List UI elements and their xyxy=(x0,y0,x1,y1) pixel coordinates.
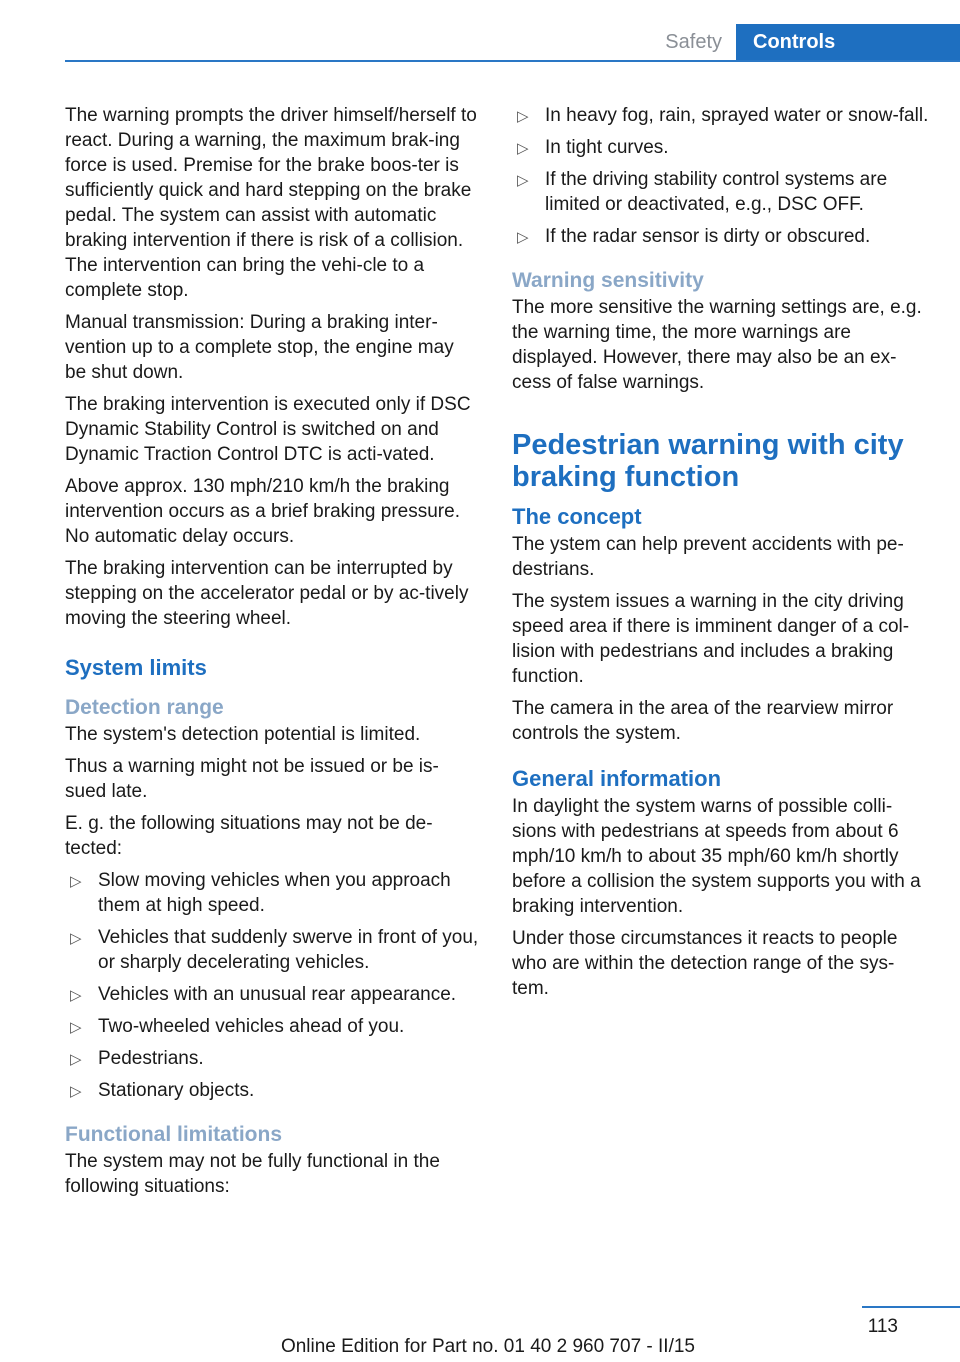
tab-controls[interactable]: Controls xyxy=(736,24,960,60)
paragraph: The camera in the area of the rearview mirror controls the system. xyxy=(512,698,894,744)
heading-functional-limitations: Functional limitations xyxy=(65,1123,283,1146)
bullet-triangle-icon: ▷ xyxy=(70,930,82,947)
edition-note: Online Edition for Part no. 01 40 2 960 707 - II/15 xyxy=(280,1336,695,1357)
header-rule xyxy=(65,60,960,62)
bullet-triangle-icon: ▷ xyxy=(517,108,529,125)
page-number: 113 xyxy=(867,1316,898,1337)
list-item: ▷ Slow moving vehicles when you approach them at high speed. xyxy=(70,870,451,916)
paragraph: Above approx. 130 mph/210 km/h the braking intervention occurs as a brief braking pressure. No automatic delay occurs. xyxy=(65,476,460,547)
left-column xyxy=(65,103,480,1206)
paragraph: Manual transmission: During a braking inter‐vention up to a complete stop, the engine may be shut down. xyxy=(65,312,454,383)
paragraph: The more sensitive the warning settings are, e.g. the warning time, the more warnings are displayed. However, there may also be an ex‐cess of false warnings. xyxy=(512,297,922,393)
footer-rule xyxy=(862,1306,960,1308)
paragraph: The braking intervention can be interrupted by stepping on the accelerator pedal or by ac‐tively moving the steering wheel. xyxy=(65,558,469,629)
list-item: ▷ In heavy fog, rain, sprayed water or snow‐fall. xyxy=(512,103,930,135)
bullet-list xyxy=(65,868,480,1110)
heading-the-concept: The concept xyxy=(512,504,642,529)
paragraph: The warning prompts the driver himself/herself to react. During a warning, the maximum brak‐ing force is used. Premise for the brake boos‐ter is sufficiently quick and hard stepping on the brake pedal. The system can assist with automatic braking intervention if there is risk of a collision. The intervention can bring the vehi‐cle to a complete stop. xyxy=(65,105,477,301)
bullet-triangle-icon: ▷ xyxy=(70,1083,82,1100)
list-item: ▷ Vehicles with an unusual rear appearance. xyxy=(65,982,480,1014)
bullet-triangle-icon: ▷ xyxy=(70,1051,82,1068)
paragraph: The braking intervention is executed only if DSC Dynamic Stability Control is switched on and Dynamic Traction Control DTC is acti‐vated. xyxy=(65,394,471,465)
list-item: ▷ Pedestrians. xyxy=(65,1046,480,1078)
paragraph: The system issues a warning in the city driving speed area if there is imminent danger of a col‐lision with pedestrians and includes a braking function. xyxy=(512,591,910,687)
paragraph: The system may not be fully functional in the following situations: xyxy=(65,1151,440,1197)
heading-system-limits: System limits xyxy=(65,655,207,680)
list-item: ▷ Two-wheeled vehicles ahead of you. xyxy=(65,1014,480,1046)
heading-warning-sensitivity: Warning sensitivity xyxy=(512,269,704,292)
paragraph: In daylight the system warns of possible colli‐sions with pedestrians at speeds from about 6 mph/10 km/h to about 35 mph/60 km/h shortly before a collision the system supports you with a braking intervention. xyxy=(512,796,921,917)
page-header xyxy=(0,0,960,62)
heading-pedestrian-warning: Pedestrian warning with city braking function xyxy=(512,429,904,493)
tab-safety[interactable]: Safety xyxy=(665,31,722,53)
bullet-triangle-icon: ▷ xyxy=(70,873,82,890)
paragraph: The ystem can help prevent accidents with pe‐destrians. xyxy=(512,534,904,580)
bullet-triangle-icon: ▷ xyxy=(70,987,82,1004)
bullet-triangle-icon: ▷ xyxy=(70,1019,82,1036)
bullet-triangle-icon: ▷ xyxy=(517,140,529,157)
bullet-triangle-icon: ▷ xyxy=(517,229,529,246)
list-item: ▷ Stationary objects. xyxy=(65,1078,480,1110)
list-item: ▷ If the radar sensor is dirty or obscured. xyxy=(512,224,930,256)
paragraph: Thus a warning might not be issued or be is‐sued late. xyxy=(65,756,439,802)
right-column xyxy=(512,103,930,1008)
list-item: ▷ If the driving stability control systems are limited or deactivated, e.g., DSC OFF. xyxy=(517,169,888,215)
paragraph: E. g. the following situations may not be de‐tected: xyxy=(65,813,433,859)
paragraph: Under those circumstances it reacts to people who are within the detection range of the sys‐tem. xyxy=(512,928,898,999)
bullet-triangle-icon: ▷ xyxy=(517,172,529,189)
list-item: ▷ In tight curves. xyxy=(512,135,930,167)
heading-detection-range: Detection range xyxy=(65,696,224,719)
heading-general-information: General information xyxy=(512,766,722,791)
paragraph: The system's detection potential is limited. xyxy=(65,724,421,745)
bullet-list xyxy=(512,103,930,256)
list-item: ▷ Vehicles that suddenly swerve in front of you, or sharply decelerating vehicles. xyxy=(70,927,479,973)
